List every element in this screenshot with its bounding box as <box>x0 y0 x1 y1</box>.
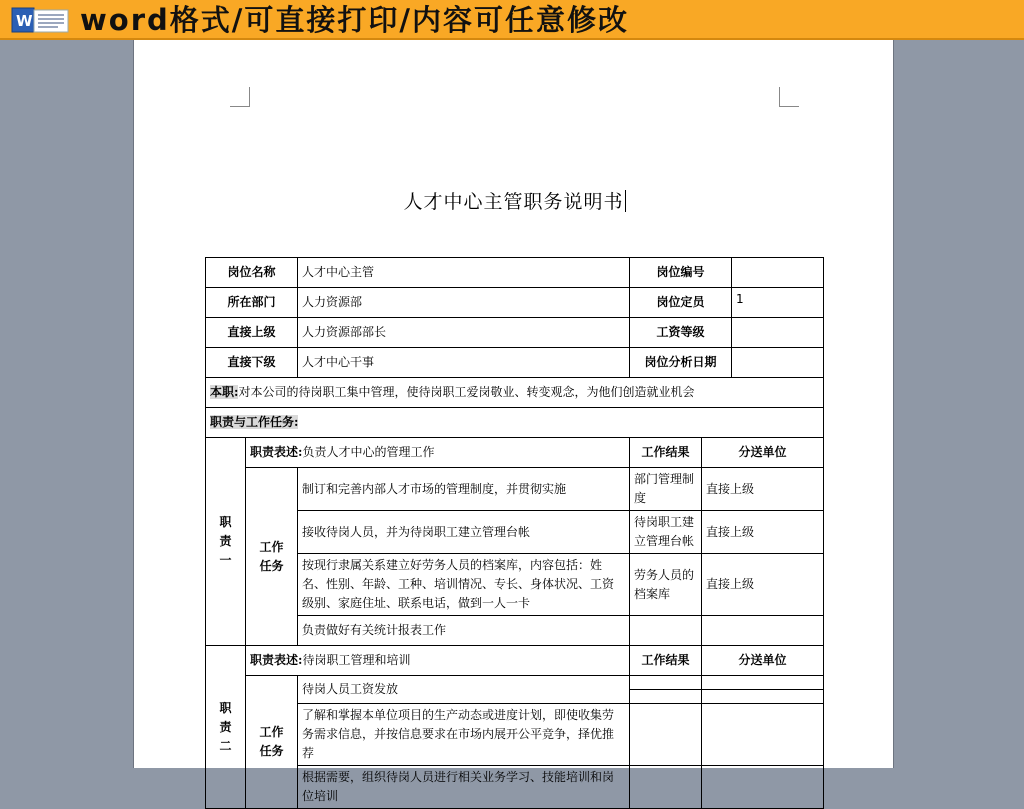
word-document-icon <box>10 6 72 34</box>
task-label-text: 工作 任务 <box>259 725 284 758</box>
task-unit[interactable]: 直接上级 <box>702 554 824 616</box>
task-label <box>246 468 298 646</box>
info-row <box>206 348 824 378</box>
task-result[interactable]: 待岗职工建立管理台帐 <box>630 511 702 554</box>
info-value[interactable]: 人才中心主管 <box>298 258 630 288</box>
info-label: 岗位定员 <box>630 288 732 318</box>
task-unit[interactable]: 直接上级 <box>702 511 824 554</box>
task-unit[interactable] <box>702 704 824 766</box>
task-text[interactable]: 制订和完善内部人才市场的管理制度，并贯彻实施 <box>298 468 630 511</box>
task-result[interactable] <box>630 676 702 704</box>
statement-text: 负责人才中心的管理工作 <box>302 445 435 459</box>
info-value[interactable]: 1 <box>732 288 824 318</box>
info-label: 工资等级 <box>630 318 732 348</box>
task-row <box>206 511 824 554</box>
info-label: 直接上级 <box>206 318 298 348</box>
duty-text: 对本公司的待岗职工集中管理，使待岗职工爱岗敬业、转变观念，为他们创造就业机会 <box>238 385 695 399</box>
task-row <box>206 704 824 766</box>
task-text[interactable]: 负责做好有关统计报表工作 <box>298 616 630 646</box>
info-value[interactable] <box>732 258 824 288</box>
result-header: 工作结果 <box>630 646 702 676</box>
task-result[interactable] <box>630 766 702 809</box>
task-unit[interactable]: 直接上级 <box>702 468 824 511</box>
unit-header: 分送单位 <box>702 438 824 468</box>
top-banner <box>0 0 1024 40</box>
document-title[interactable] <box>134 187 895 214</box>
task-row <box>206 616 824 646</box>
task-unit[interactable] <box>702 676 824 704</box>
task-row <box>206 554 824 616</box>
task-result[interactable]: 部门管理制度 <box>630 468 702 511</box>
info-value[interactable]: 人才中心干事 <box>298 348 630 378</box>
info-label: 所在部门 <box>206 288 298 318</box>
duty-row <box>206 378 824 408</box>
banner-text: word格式/可直接打印/内容可任意修改 <box>80 3 629 37</box>
margin-corner-mark-left <box>230 87 250 107</box>
document-title-text: 人才中心主管职务说明书 <box>403 191 624 213</box>
task-row <box>206 766 824 809</box>
result-header: 工作结果 <box>630 438 702 468</box>
section-label-text: 职责与工作任务: <box>210 415 299 429</box>
info-row <box>206 288 824 318</box>
task-unit[interactable] <box>702 766 824 809</box>
section-row <box>206 408 824 438</box>
info-row <box>206 318 824 348</box>
responsibility-statement-row <box>206 646 824 676</box>
info-value[interactable]: 人力资源部部长 <box>298 318 630 348</box>
info-value[interactable]: 人力资源部 <box>298 288 630 318</box>
svg-text:W: W <box>16 12 33 30</box>
task-result[interactable]: 劳务人员的档案库 <box>630 554 702 616</box>
task-result[interactable] <box>630 616 702 646</box>
statement-cell[interactable] <box>246 438 630 468</box>
task-unit[interactable] <box>702 616 824 646</box>
info-label: 直接下级 <box>206 348 298 378</box>
info-label: 岗位分析日期 <box>630 348 732 378</box>
statement-cell[interactable] <box>246 646 630 676</box>
task-label-text: 工作 任务 <box>259 539 284 573</box>
task-label <box>246 676 298 809</box>
task-text[interactable]: 接收待岗人员，并为待岗职工建立管理台帐 <box>298 511 630 554</box>
text-cursor <box>625 190 626 212</box>
task-text[interactable]: 了解和掌握本单位项目的生产动态或进度计划，即使收集劳务需求信息，并按信息要求在市场内展开公平竞争，择优推荐 <box>298 704 630 766</box>
task-row <box>206 676 824 704</box>
document-page[interactable] <box>133 40 894 803</box>
task-result[interactable] <box>630 704 702 766</box>
statement-label: 职责表述: <box>250 653 303 667</box>
task-text[interactable]: 根据需要，组织待岗人员进行相关业务学习、技能培训和岗位培训 <box>298 766 630 809</box>
task-text[interactable]: 待岗人员工资发放 <box>298 676 630 704</box>
responsibility-name <box>206 646 246 809</box>
info-label: 岗位编号 <box>630 258 732 288</box>
responsibility-name <box>206 438 246 646</box>
job-description-table <box>205 257 824 809</box>
statement-text: 待岗职工管理和培训 <box>302 653 411 667</box>
task-text[interactable]: 按现行隶属关系建立好劳务人员的档案库，内容包括：姓名、性别、年龄、工种、培训情况、专长、身体状况、工资级别、家庭住址、联系电话，做到一人一卡 <box>298 554 630 616</box>
info-value[interactable] <box>732 348 824 378</box>
responsibility-name-text: 职 责 二 <box>219 700 232 753</box>
duty-label: 本职: <box>210 385 239 399</box>
margin-corner-mark-right <box>779 87 799 107</box>
info-value[interactable] <box>732 318 824 348</box>
unit-header: 分送单位 <box>702 646 824 676</box>
info-row <box>206 258 824 288</box>
section-label <box>206 408 824 438</box>
info-label: 岗位名称 <box>206 258 298 288</box>
responsibility-statement-row <box>206 438 824 468</box>
task-row <box>206 468 824 511</box>
statement-label: 职责表述: <box>250 445 303 459</box>
responsibility-name-text: 职 责 一 <box>219 515 232 567</box>
duty-cell[interactable] <box>206 378 824 408</box>
